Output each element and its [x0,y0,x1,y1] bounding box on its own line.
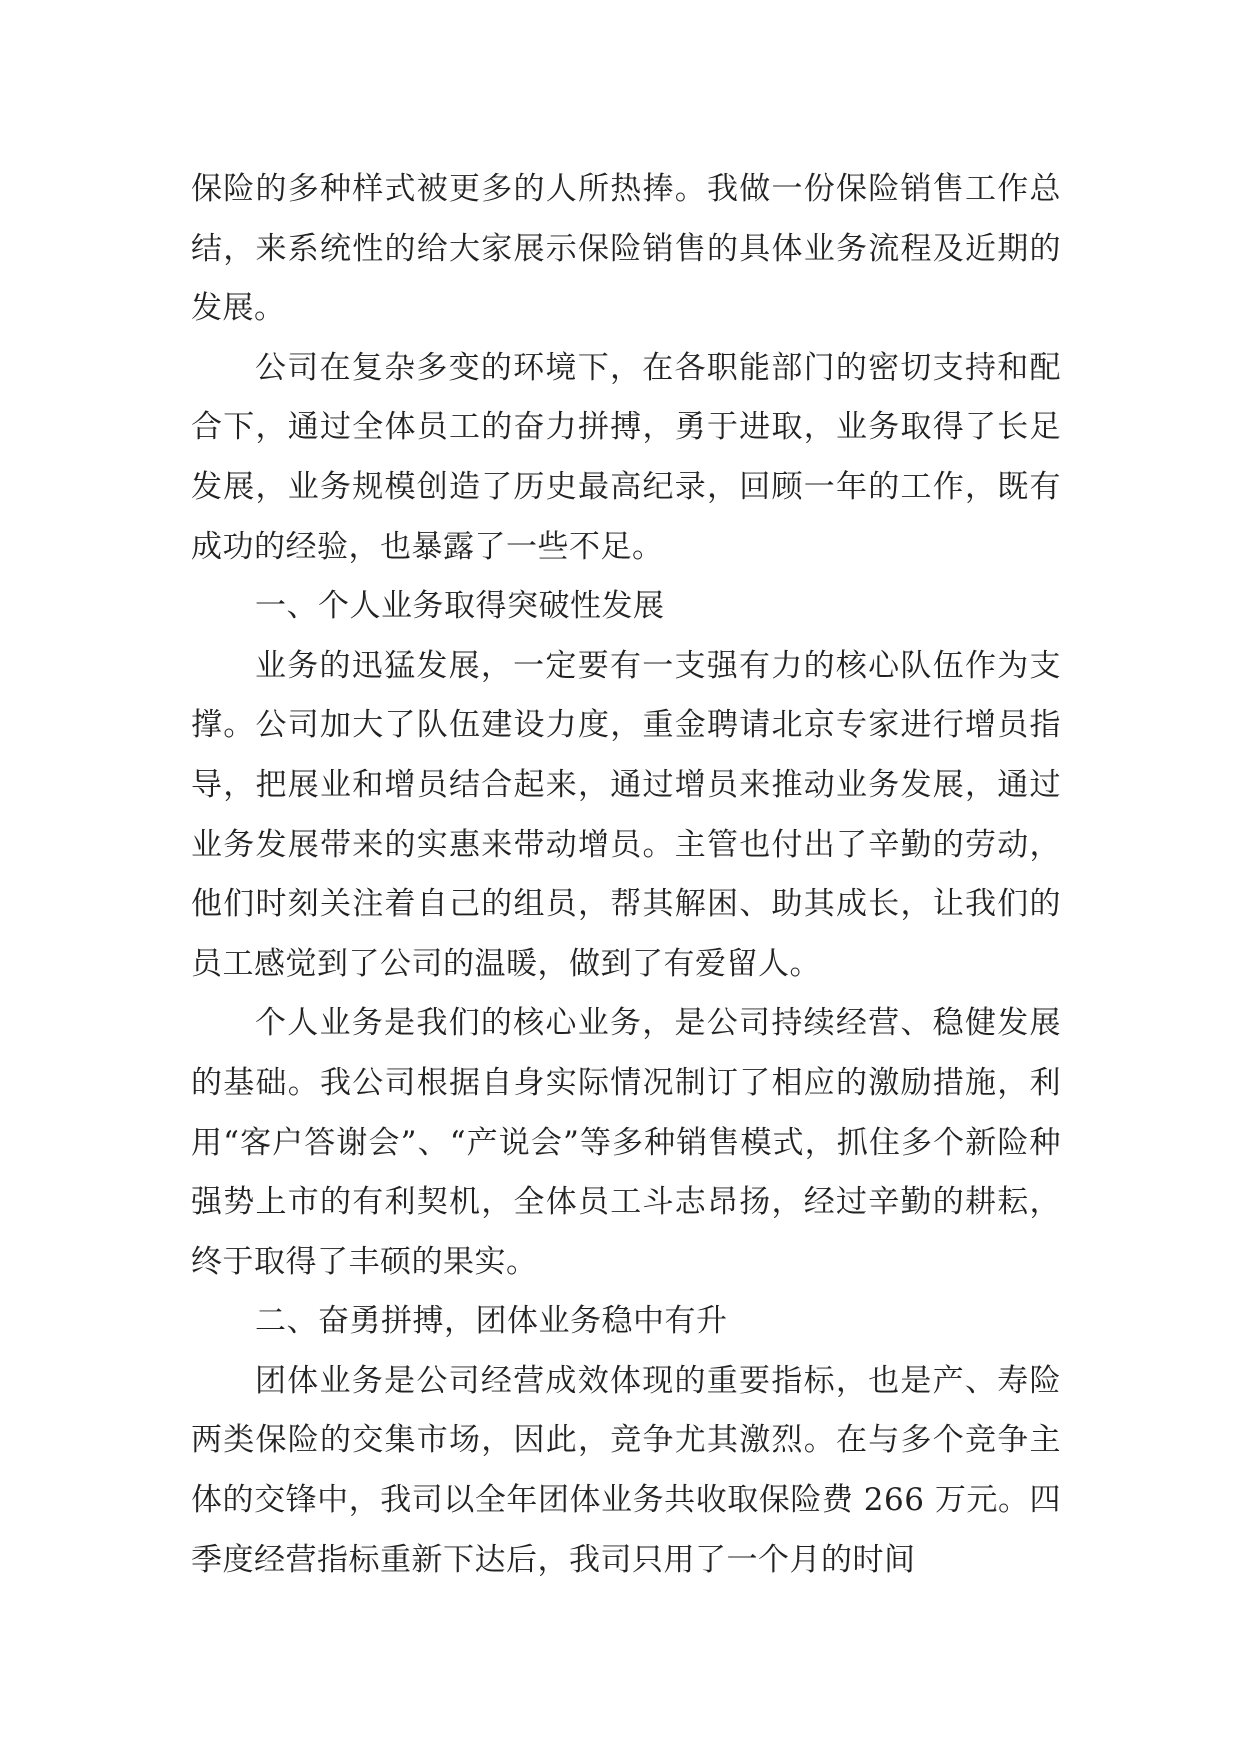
document-body [191,160,1061,1590]
paragraph-group-business: 团体业务是公司经营成效体现的重要指标，也是产、寿险两类保险的交集市场，因此，竞争尤其激烈。在与多个竞争主体的交锋中，我司以全年团体业务共收取保险费 266 万元。四季度经营指标重新下达后，我司只用了一个月的时间 [191,1362,1061,1578]
paragraph-intro-continued: 保险的多种样式被更多的人所热捧。我做一份保险销售工作总结，来系统性的给大家展示保险销售的具体业务流程及近期的发展。 [191,171,1061,327]
section-heading-group-business: 二、奋勇拼搏，团体业务稳中有升 [255,1303,728,1340]
paragraph-personal-business: 个人业务是我们的核心业务，是公司持续经营、稳健发展的基础。我公司根据自身实际情况制订了相应的激励措施，利用“客户答谢会”、“产说会”等多种销售模式，抓住多个新险种强势上市的有利契机，全体员工斗志昂扬，经过辛勤的耕耘，终于取得了丰硕的果实。 [191,1005,1061,1280]
paragraph-team-building: 业务的迅猛发展，一定要有一支强有力的核心队伍作为支撑。公司加大了队伍建设力度，重金聘请北京专家进行增员指导，把展业和增员结合起来，通过增员来推动业务发展，通过业务发展带来的实惠来带动增员。主管也付出了辛勤的劳动，他们时刻关注着自己的组员，帮其解困、助其成长，让我们的员工感觉到了公司的温暖，做到了有爱留人。 [191,647,1061,982]
paragraph-company-overview: 公司在复杂多变的环境下，在各职能部门的密切支持和配合下，通过全体员工的奋力拼搏，勇于进取，业务取得了长足发展，业务规模创造了历史最高纪录，回顾一年的工作，既有成功的经验，也暴露了一些不足。 [191,349,1061,565]
section-heading-personal-business: 一、个人业务取得突破性发展 [255,588,665,625]
